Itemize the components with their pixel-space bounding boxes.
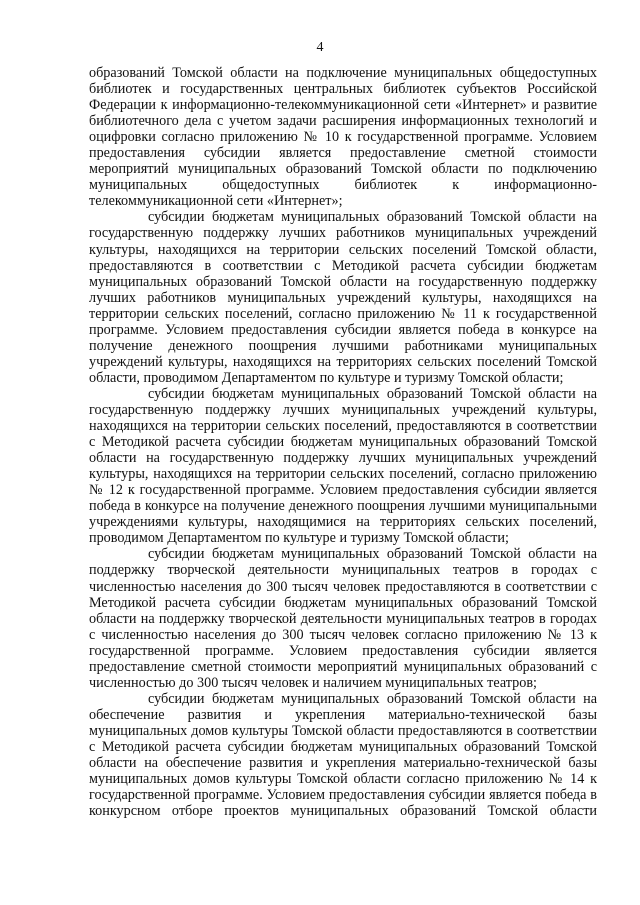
document-body [89, 65, 597, 819]
paragraph-5: субсидии бюджетам муниципальных образований Томской области на обеспечение развития и укрепления материально-технической базы муниципальных домов культуры Томской области предоставляются в соответствии с Методикой расчета субсидии бюджетам муниципальных образований Томской области на обеспечение развития и укрепления материально-технической базы муниципальных домов культуры Томской области согласно приложению № 14 к государственной программе. Условием предоставления субсидии является победа в конкурсном отборе проектов муниципальных образований Томской области [89, 690, 597, 820]
paragraph-4: субсидии бюджетам муниципальных образований Томской области на поддержку творческой деятельности муниципальных театров в городах с численностью населения до 300 тысяч человек предоставляются в соответствии с Методикой расчета субсидии бюджетам муниципальных образований Томской области на поддержку творческой деятельности муниципальных театров в городах с численностью населения до 300 тысяч человек согласно приложению № 13 к государственной программе. Условием предоставления субсидии является предоставление сметной стоимости мероприятий муниципальных образований с численностью до 300 тысяч человек и наличием муниципальных театров; [89, 546, 597, 691]
paragraph-2: субсидии бюджетам муниципальных образований Томской области на государственную поддержку лучших работников муниципальных учреждений культуры, находящихся на территории сельских поселений Томской области, предоставляются в соответствии с Методикой расчета субсидии бюджетам муниципальных образований Томской области на государственную поддержку лучших работников муниципальных учреждений культуры, находящихся на территории сельских поселений, согласно приложению № 11 к государственной программе. Условием предоставления субсидии является победа в конкурсе на получение денежного поощрения лучшими работниками муниципальных учреждений культуры, находящихся на территориях сельских поселений Томской области, проводимом Департаментом по культуре и туризму Томской области; [89, 209, 597, 386]
paragraph-3: субсидии бюджетам муниципальных образований Томской области на государственную поддержку лучших муниципальных учреждений культуры, находящихся на территории сельских поселений, предоставляются в соответствии с Методикой расчета субсидии бюджетам муниципальных образований Томской области на государственную поддержку лучших муниципальных учреждений культуры, находящихся на территории сельских поселений, согласно приложению № 12 к государственной программе. Условием предоставления субсидии является победа в конкурсе на получение денежного поощрения лучшими муниципальными учреждениями культуры, находящимися на территориях сельских поселений, проводимом Департаментом по культуре и туризму Томской области; [89, 385, 597, 547]
paragraph-1: образований Томской области на подключение муниципальных общедоступных библиотек и государственных центральных библиотек субъектов Российской Федерации к информационно-телекоммуникационной сети «Интернет» и развитие библиотечного дела с учетом задачи расширения информационных технологий и оцифровки согласно приложению № 10 к государственной программе. Условием предоставления субсидии является предоставление сметной стоимости мероприятий муниципальных образований Томской области по подключению муниципальных общедоступных библиотек к информационно-телекоммуникационной сети «Интернет»; [89, 65, 597, 210]
page-number: 4 [316, 40, 324, 55]
